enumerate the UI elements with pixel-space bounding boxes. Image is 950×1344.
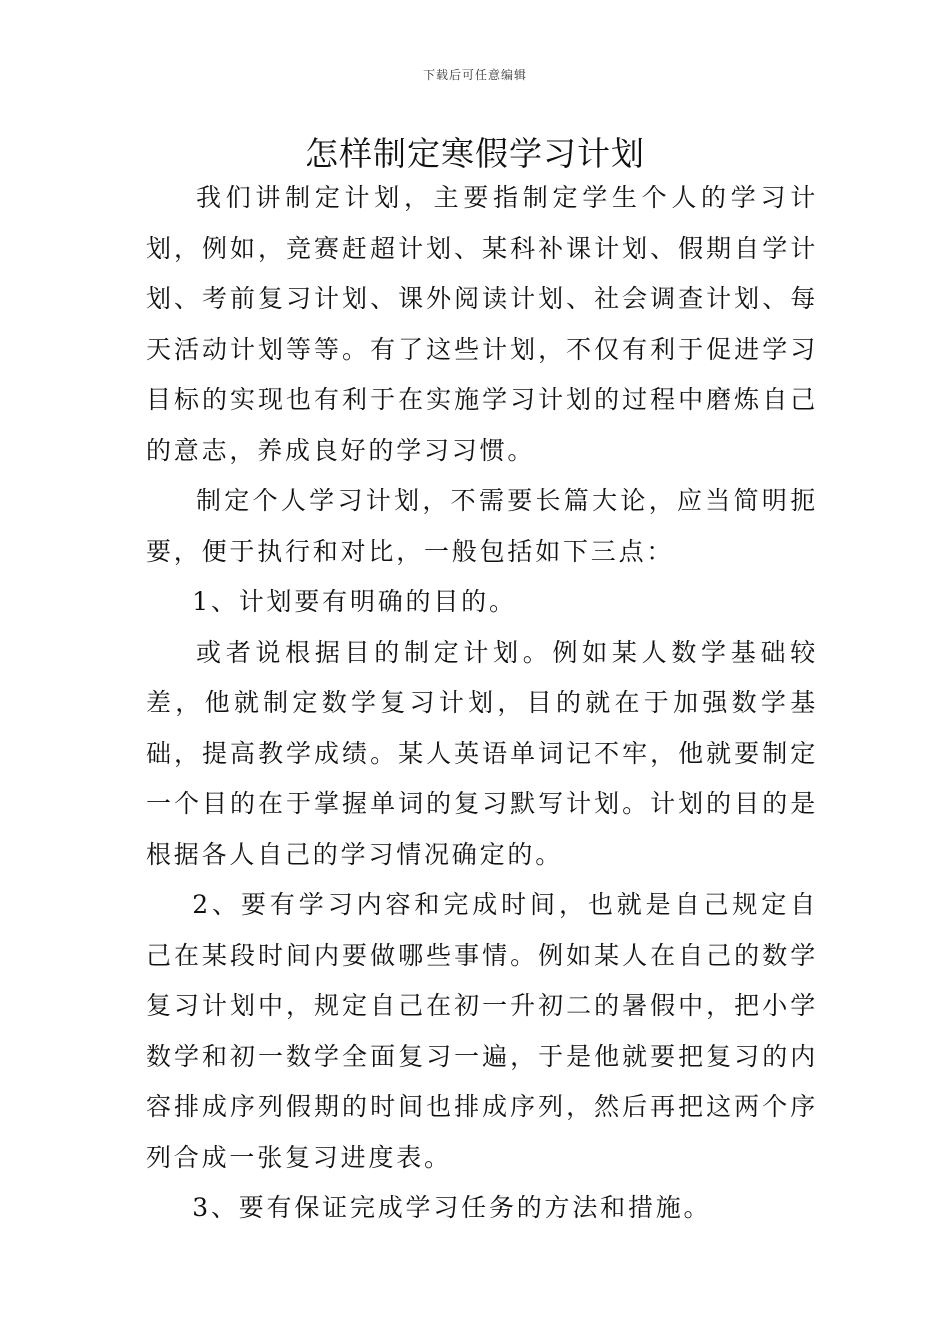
paragraph-item-1-detail: 或者说根据目的制定计划。例如某人数学基础较差，他就制定数学复习计划，目的就在于加强数学基础，提高教学成绩。某人英语单词记不牢，他就要制定一个目的在于掌握单词的复习默写计划。计划的目的是根据各人自己的学习情况确定的。 (146, 637, 818, 869)
paragraph-intro: 我们讲制定计划，主要指制定学生个人的学习计划，例如，竞赛赶超计划、某科补课计划、假期自学计划、考前复习计划、课外阅读计划、社会调查计划、每天活动计划等等。有了这些计划，不仅有利于促进学习目标的实现也有利于在实施学习计划的过程中磨炼自己的意志，养成良好的学习习惯。 (146, 183, 818, 465)
list-item-2: 2、要有学习内容和完成时间，也就是自己规定自己在某段时间内要做哪些事情。例如某人在自己的数学复习计划中，规定自己在初一升初二的暑假中，把小学数学和初一数学全面复习一遍，于是他就要把复习的内容排成序列假期的时间也排成序列，然后再把这两个序列合成一张复习进度表。 (146, 890, 818, 1172)
page-title: 怎样制定寒假学习计划 (305, 134, 645, 173)
paragraph-overview: 制定个人学习计划，不需要长篇大论，应当简明扼要，便于执行和对比，一般包括如下三点： (146, 486, 818, 566)
document-body (146, 173, 818, 1234)
header-note: 下载后可任意编辑 (422, 68, 527, 82)
list-item-3: 3、要有保证完成学习任务的方法和措施。 (192, 1193, 712, 1222)
list-item-1: 1、计划要有明确的目的。 (192, 587, 517, 616)
